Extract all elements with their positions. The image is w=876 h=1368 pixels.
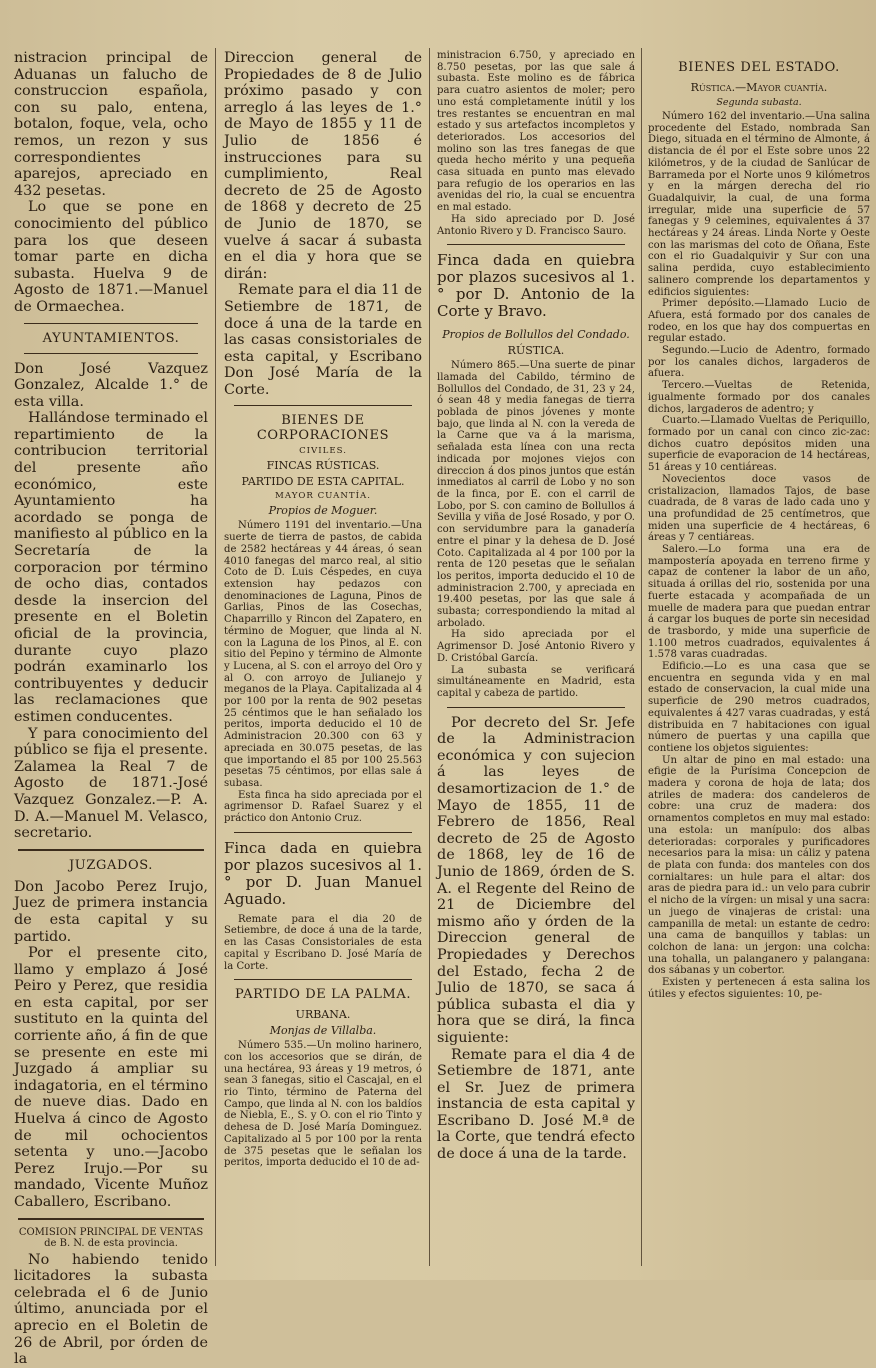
paragraph: Don José Vazquez Gonzalez, Alcalde 1.° de esta villa. (14, 360, 208, 410)
divider (234, 405, 412, 406)
paragraph: nistracion principal de Aduanas un falucho de construccion española, con su palo, entena, botalon, foque, vela, ocho remos, un rezon y sus correspondientes aparejos, apreciado en 432 pesetas. (14, 50, 208, 199)
section-heading: PARTIDO DE LA PALMA. (234, 987, 412, 1003)
section-subheading: MAYOR CUANTÍA. (275, 491, 371, 502)
section-subheading: PARTIDO DE ESTA CAPITAL. (241, 475, 405, 489)
paragraph: Tercero.—Vueltas de Retenida, igualmente formado por dos canales dichos, largaderos de adentro; y (648, 380, 870, 415)
paragraph: Número 1191 del inventario.—Una suerte de tierra de pastos, de cabida de 2582 hectáreas y 44 áreas, ó sean 4010 fanegas del marco real, al sitio Coto de D. Luis Céspedes, en cuya extension hay pedazos con denominaciones de Laguna, Pinos de Garlias, Pinos de las Cosechas, Chaparrillo y Rincon del Zapatero, en término de Moguer, que linda al N. con la Laguna de los Pinos, al E. con sitio del Pepino y término de Almonte y Lucena, al S. con el arroyo del Oro y al O. con arroyo de Julianejo y meganos de la Playa. Capitalizada al 4 por 100 por la renta de 902 pesetas 25 céntimos que le han señalado los peritos, importa deducido el 10 de Administracion 20.300 con 63 y apreciada en 30.075 pesetas, de las que importando el 85 por 100 25.563 pesetas 75 céntimos, por ellas sale á subasa. (224, 520, 422, 789)
divider (234, 832, 412, 833)
section-subheading: Rústica.—Mayor cuantía. (690, 81, 828, 94)
paragraph: Remate para el dia 11 de Setiembre de 1871, de doce á una de la tarde en las casas consistoriales de esta capital, y Escribano Don José María de la Corte. (224, 282, 422, 398)
paragraph: Primer depósito.—Llamado Lucio de Afuera, está formado por dos canales de rodeo, en los que hay dos compuertas en regular estado. (648, 298, 870, 345)
column-4 (648, 50, 870, 1260)
paragraph: Finca dada en quiebra por plazos sucesivos al 1.° por D. Juan Manuel Aguado. (224, 838, 422, 908)
divider (234, 979, 412, 980)
section-subheading: FINCAS RÚSTICAS. (266, 459, 380, 473)
column-1 (14, 50, 208, 1368)
column-2 (224, 50, 422, 1260)
section-heading: AYUNTAMIENTOS. (42, 330, 180, 346)
section-heading: COMISION PRINCIPAL DE VENTAS de B. N. de esta provincia. (18, 1226, 204, 1249)
paragraph: Esta finca ha sido apreciada por el agrimensor D. Rafael Suarez y el práctico don Antonio Cruz. (224, 789, 422, 825)
paragraph: La subasta se verificará simultáneamente en Madrid, esta capital y cabeza de partido. (437, 664, 635, 699)
section-heading: BIENES DEL ESTADO. (678, 60, 840, 75)
paragraph: Número 162 del inventario.—Una salina procedente del Estado, nombrada San Diego, situada en el término de Almonte, á distancia de él por el Este sobre unos 22 kilómetros, y de la ciudad de Sanlúcar de Barrameda por el Norte unos 9 kilómetros y en la márgen derecha del rio Guadalquivir, la cual, de una forma irregular, mide una superficie de 57 fanegas y 9 celemines, equivalentes á 37 hectáreas y 24 áreas. Linda Norte y Oeste con las marismas del coto de Oñana, Este con el rio Guadalquivir y Sur con una salina perdida, cuyo establecimiento salinero comprende los departamentos y edificios siguientes: (648, 111, 870, 298)
paragraph: Número 865.—Una suerte de pinar llamada del Cabildo, término de Bollullos del Condado, de 31, 23 y 24, ó sean 48 y media fanegas de tierra poblada de pinos jóvenes y monte bajo, que linda al N. con la vereda de la Carne que va á la marisma, señalada esta línea con una recta indicada por mojones viejos con direccion á dos pinos juntos que están inmediatos al carril de Lobo y no son de la finca, por E. con el carril de Lobo, por S. con camino de Bollullos á Sevilla y viña de José Rosado, y por O. con servidumbre para la ganadería entre el pinar y la dehesa de D. José Coto. Capitalizada al 4 por 100 por la renta de 120 pesetas que le señalan los peritos, importa deducido el 10 de administracion 2.700, y apreciada en 19.400 pesetas, por las que sale á subasta; correspondiendo la mitad al arbolado. (437, 360, 635, 629)
column-3 (437, 50, 635, 1260)
divider (18, 849, 204, 851)
section-subheading: RÚSTICA. (507, 344, 565, 358)
paragraph: Cuarto.—Llamado Vueltas de Periquillo, formado por un canal con cinco zic-zac: dichos cuatro depósitos miden una superficie de evaporacion de 14 hectáreas, 51 áreas y 10 centiáreas. (648, 415, 870, 474)
paragraph: Edificio.—Lo es una casa que se encuentra en segunda vida y en mal estado de conservacion, la cual mide una superficie de 290 metros cuadrados, equivalentes á 427 varas cuadradas, y está distribuida en 7 habitaciones con igual número de puertas y una capilla que contiene los objetos siguientes: (648, 661, 870, 754)
section-subheading: Segunda subasta. (716, 97, 802, 108)
paragraph: Hallándose terminado el repartimiento de la contribucion territorial del presente año económico, este Ayuntamiento ha acordado se ponga de manifiesto al público en la Secretaría de la corporacion por término de ocho dias, contados desde la insercion del presente en el Boletin oficial de la provincia, durante cuyo plazo podrán examinarlo los contribuyentes y deducir las reclamaciones que estimen conducentes. (14, 410, 208, 725)
paragraph: Salero.—Lo forma una era de mampostería apoyada en terreno firme y capaz de contener la labor de un año, situada á orillas del rio, sostenida por una fuerte estacada y acompañada de un muelle de madera para que puedan entrar á cargar los buques de porte sin necesidad de trasbordo, y mide una superficie de 1.100 metros cuadrados, equivalentes á 1.578 varas cuadradas. (648, 544, 870, 661)
paragraph: Y para conocimiento del público se fija el presente. Zalamea la Real 7 de Agosto de 1871.-José Vazquez Gonzalez.—P. A. D. A.—Manuel M. Velasco, secretario. (14, 725, 208, 842)
paragraph: Segundo.—Lucio de Adentro, formado por los canales dichos, largaderos de afuera. (648, 345, 870, 380)
column-rule (429, 48, 430, 1266)
divider (24, 353, 198, 354)
paragraph: Número 535.—Un molino harinero, con los accesorios que se dirán, de una hectárea, 93 áreas y 19 metros, ó sean 3 fanegas, sitio el Cascajal, en el rio Tinto, término de Paterna del Campo, que linda al N. con los baldíos de Niebla, E., S. y O. con el rio Tinto y dehesa de D. José María Dominguez. Capitalizado al 5 por 100 por la renta de 375 pesetas que le señalan los peritos, importa deducido el 10 de ad- (224, 1040, 422, 1169)
paragraph: Existen y pertenecen á esta salina los útiles y efectos siguientes: 10, pe- (648, 977, 870, 1000)
divider (447, 244, 625, 245)
section-subheading: Propios de Bollullos del Condado. (442, 328, 630, 342)
paragraph: No habiendo tenido licitadores la subasta celebrada el 6 de Junio último, anunciada por el aprecio en el Boletin de 26 de Abril, por órden de la (14, 1251, 208, 1368)
paragraph: Por el presente cito, llamo y emplazo á José Peiro y Perez, que residia en esta capital, por ser sustituto en la quinta del corriente año, á fin de que se presente en este mi Juzgado á ampliar su indagatoria, en el término de nueve dias. Dado en Huelva á cinco de Agosto de mil ochocientos setenta y uno.—Jacobo Perez Irujo.—Por su mandado, Vicente Muñoz Caballero, Escribano. (14, 945, 208, 1210)
section-subheading: Propios de Moguer. (268, 504, 378, 518)
paragraph: ministracion 6.750, y apreciado en 8.750 pesetas, por las que sale á subasta. Este molino es de fábrica para cuatro asientos de moler; pero uno está completamente inútil y los tres restantes se encuentran en mal estado y sus artefactos incompletos y deteriorados. Los accesorios del molino son las tres fanegas de que queda hecho mérito y una pequeña casa situada en punto mas elevado para refugio de los operarios en las avenidas del rio, la cual se encuentra en mal estado. (437, 50, 635, 214)
divider (24, 323, 198, 324)
section-subheading: Monjas de Villalba. (269, 1024, 377, 1038)
section-heading: BIENES DE CORPORACIONES (256, 413, 390, 444)
divider (18, 1218, 204, 1220)
paragraph: Un altar de pino en mal estado: una efigie de la Purísima Concepcion de madera y corona de hoja de lata; dos atriles de madera: dos candeleros de cobre: una cruz de madera: dos ornamentos completos en muy mal estado: una estola: un manípulo: dos albas deterioradas: corporales y purificadores necesarios para la misa: un cáliz y patena de plata con funda: dos manteles con dos cornialtares: un hule para el altar: dos aras de piedra para id.: un velo para cubrir el nicho de la vírgen: un misal y una sacra: un juego de vinajeras de cristal: una campanilla de metal: un estante de cedro: una cama de banquillos y tablas: un colchon de lana: un jergon: una colcha: una tohalla, un palanganero y palangana: dos sábanas y un cobertor. (648, 754, 870, 977)
paragraph: Don Jacobo Perez Irujo, Juez de primera instancia de esta capital y su partido. (14, 878, 208, 945)
column-rule (641, 48, 642, 1266)
paragraph: Finca dada en quiebra por plazos sucesivos al 1.° por D. Antonio de la Corte y Bravo. (437, 251, 635, 321)
section-subheading: URBANA. (295, 1008, 351, 1022)
paragraph: Remate para el dia 20 de Setiembre, de doce á una de la tarde, en las Casas Consistoriales de esta capital y Escribano D. José María de la Corte. (224, 913, 422, 972)
section-subheading: CIVILES. (299, 446, 347, 457)
paragraph: Por decreto del Sr. Jefe de la Administracion económica y con sujecion á las leyes de desamortizacion de 1.° de Mayo de 1855, 11 de Febrero de 1856, Real decreto de 25 de Agosto de 1868, ley de 16 de Junio de 1869, órden de S. A. el Regente del Reino de 21 de Diciembre del mismo año y órden de la Direccion general de Propiedades y Derechos del Estado, fecha 2 de Julio de 1870, se saca á pública subasta el dia y hora que se dirá, la finca siguiente: (437, 714, 635, 1046)
paragraph: Novecientos doce vasos de cristalizacion, llamados Tajos, de base cuadrada, de 8 varas de lado cada uno y una profundidad de 25 centímetros, que miden una superficie de 4 hectáreas, 6 áreas y 7 centiáreas. (648, 473, 870, 544)
divider (447, 707, 625, 708)
column-rule (215, 48, 216, 1266)
paragraph: Direccion general de Propiedades de 8 de Julio próximo pasado y con arreglo á las leyes de 1.° de Mayo de 1855 y 11 de Julio de 1856 é instrucciones para su cumplimiento, Real decreto de 25 de Agosto de 1868 y decreto de 25 de Junio de 1870, se vuelve á sacar á subasta en el dia y hora que se dirán: (224, 50, 422, 282)
paragraph: Lo que se pone en conocimiento del público para los que deseen tomar parte en dicha subasta. Huelva 9 de Agosto de 1871.—Manuel de Ormaechea. (14, 199, 208, 315)
paragraph: Ha sido apreciado por D. José Antonio Rivero y D. Francisco Sauro. (437, 213, 635, 237)
paragraph: Remate para el dia 4 de Setiembre de 1871, ante el Sr. Juez de primera instancia de esta capital y Escribano D. José M.ª de la Corte, que tendrá efecto de doce á una de la tarde. (437, 1046, 635, 1163)
paragraph: Ha sido apreciada por el Agrimensor D. José Antonio Rivero y D. Cristóbal García. (437, 629, 635, 664)
section-heading: JUZGADOS. (68, 857, 154, 873)
